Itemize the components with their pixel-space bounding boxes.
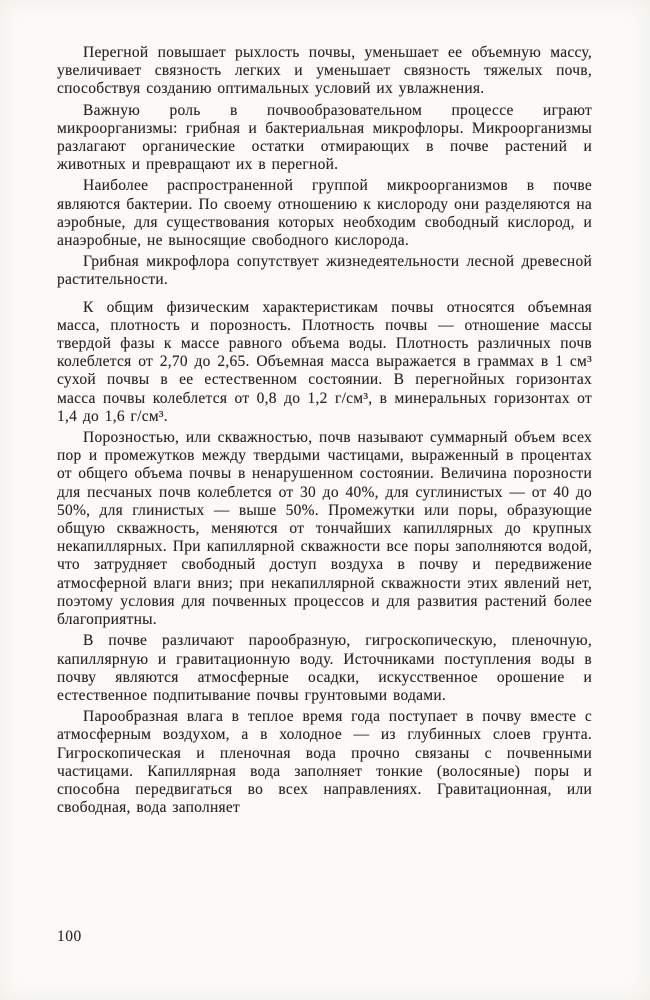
paragraph-porosity: Порозностью, или скважностью, почв называют суммарный объем всех пор и промежутков между твердыми частицами, выраженный в процентах от общего объема почвы в ненарушенном состоянии. Величина порозности для песчаных почв колеблется от 30 до 40%, для суглинистых — от 40 до 50%, для глинистых — выше 50%. Промежутки или поры, образующие общую скважность, меняются от тончайших капиллярных до крупных некапиллярных. При капиллярной скважности все поры заполняются водой, что затрудняет свободный доступ воздуха в почву и передвижение атмосферной влаги вниз; при некапиллярной скважности этих явлений нет, поэтому условия для почвенных процессов и для развития растений более благоприятны. [57, 429, 592, 629]
paragraph-vapor-moisture: Парообразная влага в теплое время года поступает в почву вместе с атмосферным воздухом, а в холодное — из глубинных слоев грунта. Гигроскопическая и пленочная вода прочно связаны с почвенными частицами. Капиллярная вода заполняет тонкие (волосяные) поры и способна передвигаться во всех направлениях. Гравитационная, или свободная, вода заполняет [57, 708, 592, 817]
paragraph-fungal-flora: Грибная микрофлора сопутствует жизнедеятельности лесной древесной растительности. [57, 253, 592, 289]
paragraph-bacteria: Наиболее распространенной группой микроорганизмов в почве являются бактерии. По своему отношению к кислороду они разделяются на аэробные, для существования которых необходим свободный кислород, и анаэробные, не выносящие свободного кислорода. [57, 177, 592, 250]
paragraph-physical-properties: К общим физическим характеристикам почвы относятся объемная масса, плотность и порозность. Плотность почвы — отношение массы твердой фазы к массе равного объема воды. Плотность различных почв колеблется от 2,70 до 2,65. Объемная масса выражается в граммах в 1 см³ сухой почвы в ее естественном состоянии. В перегнойных горизонтах масса почвы колеблется от 0,8 до 1,2 г/см³, в минеральных горизонтах от 1,4 до 1,6 г/см³. [57, 298, 592, 425]
paragraph-soil-water-types: В почве различают парообразную, гигроскопическую, пленочную, капиллярную и гравитационную воду. Источниками поступления воды в почву являются атмосферные осадки, искусственное орошение и естественное подпитывание почвы грунтовыми водами. [57, 632, 592, 704]
page-number: 100 [57, 928, 82, 945]
text-column [57, 44, 592, 928]
paragraph-microorganisms: Важную роль в почвообразовательном процессе играют микроорганизмы: грибная и бактериальная микрофлоры. Микроорганизмы разлагают органические остатки отмирающих в почве растений и животных и превращают их в перегной. [57, 101, 592, 174]
paragraph-humus: Перегной повышает рыхлость почвы, уменьшает ее объемную массу, увеличивает связность легких и уменьшает связность тяжелых почв, способствуя созданию оптимальных условий их увлажнения. [57, 44, 592, 98]
